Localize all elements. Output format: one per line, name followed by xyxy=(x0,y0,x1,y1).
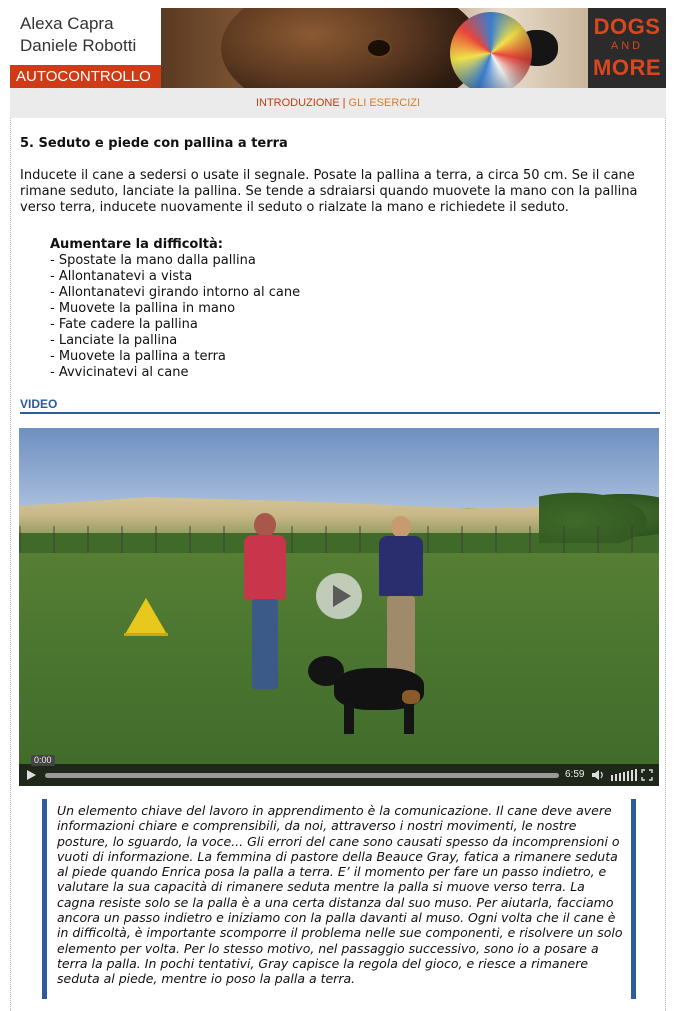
difficulty-item: - Lanciate la pallina xyxy=(50,333,178,348)
difficulty-item: - Muovete la pallina a terra xyxy=(50,349,226,364)
difficulty-heading: Aumentare la difficoltà: xyxy=(50,237,223,252)
difficulty-block xyxy=(50,237,650,381)
person-body xyxy=(244,535,286,599)
dog-leg xyxy=(404,702,414,734)
exercise-intro: Inducete il cane a sedersi o usate il segnale. Posate la pallina a terra, a circa 50 cm. Se il cane rimane seduto, lanciate la pallina. Se tende a sdraiarsi quando muovete la mano con la pallina verso terra, inducete nuovamente il seduto o rialzate la mano e richiedete il seduto. xyxy=(20,168,638,215)
top-nav xyxy=(10,88,666,118)
progress-scrubber[interactable] xyxy=(45,773,559,778)
logo-text: MORE xyxy=(593,55,661,80)
play-icon xyxy=(316,573,362,619)
header-photo xyxy=(161,8,588,88)
video-controls xyxy=(19,755,659,786)
dog-leg xyxy=(344,702,354,734)
dog-photo xyxy=(221,8,481,88)
ball-icon xyxy=(450,12,532,88)
nav-link-esercizi[interactable]: GLI ESERCIZI xyxy=(348,97,421,109)
video-heading-rule xyxy=(20,412,660,414)
difficulty-item: - Allontanatevi a vista xyxy=(50,269,193,284)
video-fence xyxy=(19,526,659,556)
control-play-icon[interactable] xyxy=(25,769,37,781)
volume-icon[interactable] xyxy=(591,769,605,781)
ball-photo xyxy=(450,10,578,88)
volume-slider[interactable] xyxy=(611,769,637,781)
video-player[interactable] xyxy=(19,428,659,786)
nav-separator: | xyxy=(342,97,346,109)
difficulty-item: - Muovete la pallina in mano xyxy=(50,301,236,316)
person-legs xyxy=(252,599,278,689)
exercise-title: 5. Seduto e piede con pallina a terra xyxy=(20,136,288,151)
duration: 6:59 xyxy=(565,769,585,780)
fullscreen-icon[interactable] xyxy=(641,769,653,781)
header-banner xyxy=(10,8,666,88)
author-name: Alexa Capra xyxy=(20,14,114,33)
dogs-and-more-logo[interactable] xyxy=(588,8,666,88)
video-heading: VIDEO xyxy=(20,397,58,411)
dog-tan-patch xyxy=(402,690,420,704)
person-head xyxy=(391,516,411,538)
difficulty-item: - Allontanatevi girando intorno al cane xyxy=(50,285,301,300)
commentary-quote xyxy=(42,799,636,999)
dog-eye xyxy=(366,38,392,58)
dog-head xyxy=(308,656,344,686)
nav-link-introduzione[interactable]: INTRODUZIONE xyxy=(255,97,340,109)
logo-text: DOGS xyxy=(593,14,661,39)
difficulty-item: - Fate cadere la pallina xyxy=(50,317,198,332)
difficulty-item: - Spostate la mano dalla pallina xyxy=(50,253,256,268)
logo-text: AND xyxy=(610,40,644,52)
current-time: 0:00 xyxy=(31,755,55,766)
play-button[interactable] xyxy=(316,573,362,619)
section-title: AUTOCONTROLLO xyxy=(10,65,161,88)
cone-base xyxy=(124,633,168,636)
person-red-vest xyxy=(234,513,294,703)
author-name: Daniele Robotti xyxy=(20,36,137,55)
authors-box xyxy=(10,8,161,65)
difficulty-item: - Avvicinatevi al cane xyxy=(50,365,189,380)
person-body xyxy=(379,536,423,596)
person-head xyxy=(254,513,276,537)
quote-text: Un elemento chiave del lavoro in apprendimento è la comunicazione. Il cane deve avere informazioni chiare e comprensibili, da noi, attraverso i nostri movimenti, le nostre posture, lo sguardo, la voce... Gli errori del cane sono causati spesso da incomprensioni o vuoti di informazione. La femmina di pastore della Beauce Gray, fatica a rimanere seduta al piede quando Enrica posa la palla a terra. E’ il momento per fare un passo indietro, e valutare la sua capacità di rimanere seduta mentre la palla si muove verso terra. La cagna resiste solo se la palla è a una certa distanza dal suo muso. Per aiutarla, facciamo ancora un passo indietro e iniziamo con la palla davanti al muso. Ogni volta che il cane è in difficoltà, è importante scomporre il problema nelle sue componenti, e risolvere un solo elemento per volta. Per lo stesso motivo, nel passaggio successivo, sono io a posare a terra la palla. In pochi tentativi, Gray capisce la regola del gioco, e riesce a rimanere seduta al piede, mentre io poso la palla a terra. xyxy=(57,803,623,987)
black-dog xyxy=(304,650,454,740)
yellow-cone xyxy=(124,598,168,636)
